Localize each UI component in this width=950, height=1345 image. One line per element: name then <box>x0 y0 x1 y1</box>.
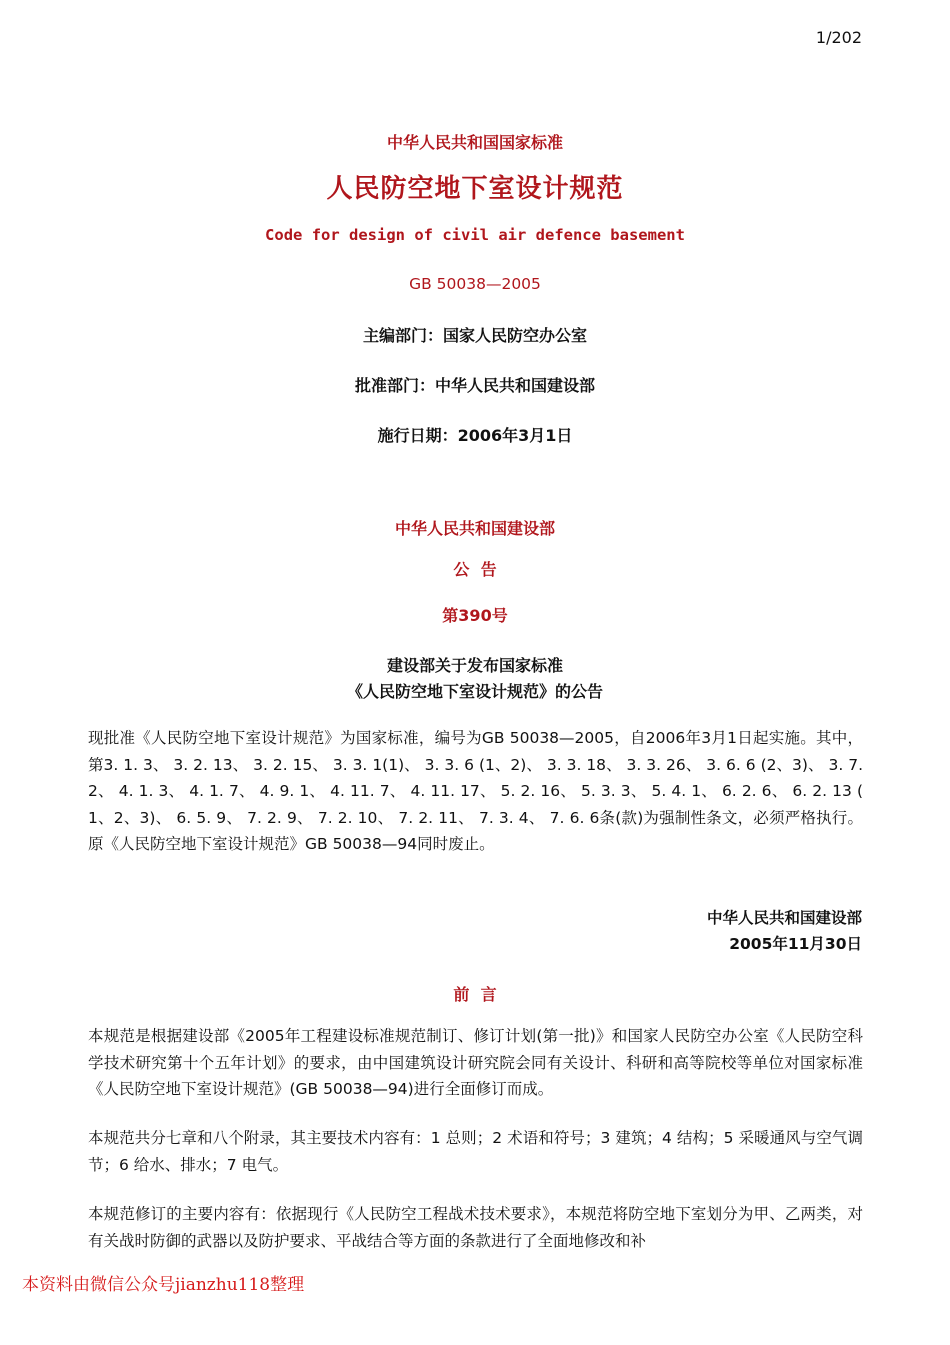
announcement-heading: 公 告 <box>453 560 497 579</box>
approver-dept: 批准部门：中华人民共和国建设部 <box>354 376 595 395</box>
standard-line: 中华人民共和国国家标准 <box>386 133 563 152</box>
english-title: Code for design of civil air defence basement <box>265 226 685 244</box>
announcement-subject-2: 《人民防空地下室设计规范》的公告 <box>346 682 603 701</box>
announcement-number: 第390号 <box>442 606 508 625</box>
preface-para-2: 本规范共分七章和八个附录，其主要技术内容有：1 总则；2 术语和符号；3 建筑；4 结构；5 采暖通风与空气调节；6 给水、排水；7 电气。 <box>88 1129 863 1174</box>
standard-code: GB 50038—2005 <box>409 275 541 293</box>
signature-block <box>707 905 862 957</box>
signature-org: 中华人民共和国建设部 <box>706 909 862 927</box>
preface-para-1: 本规范是根据建设部《2005年工程建设标准规范制订、修订计划(第一批)》和国家人民防空办公室《人民防空科学技术研究第十个五年计划》的要求，由中国建筑设计研究院会同有关设计、科研和高等院校等单位对国家标准《人民防空地下室设计规范》(GB 50038—94)进行全面修订而成。 <box>88 1027 863 1098</box>
watermark-text: 本资料由微信公众号jianzhu118整理 <box>22 1275 305 1295</box>
announcement-body: 现批准《人民防空地下室设计规范》为国家标准，编号为GB 50038—2005，自2006年3月1日起实施。其中，第3. 1. 3、 3. 2. 13、 3. 2. 15、 3. 3. 1(1)、 3. 3. 6 (1、2)、 3. 3. 18、 3. 3. 26、 3. 6. 6 (2、3)、 3. 7. 2、 4. 1. 3、 4. 1. 7、 4. 9. 1、 4. 11. 7、 4. 11. 17、 5. 2. 16、 5. 3. 3、 5. 4. 1、 6. 2. 6、 6. 2. 13 ( 1、2、3)、 6. 5. 9、 7. 2. 9、 7. 2. 10、 7. 2. 11、 7. 3. 4、 7. 6. 6条(款)为强制性条文，必须严格执行。原《人民防空地下室设计规范》GB 50038—94同时废止。 <box>88 729 863 853</box>
editor-dept: 主编部门：国家人民防空办公室 <box>362 326 587 345</box>
page-number: 1/202 <box>815 28 862 47</box>
document-title: 人民防空地下室设计规范 <box>326 174 624 204</box>
preface-heading: 前 言 <box>453 985 497 1004</box>
announcement-subject-1: 建设部关于发布国家标准 <box>386 656 563 675</box>
preface-para-3: 本规范修订的主要内容有：依据现行《人民防空工程战术技术要求》，本规范将防空地下室划分为甲、乙两类，对有关战时防御的武器以及防护要求、平战结合等方面的条款进行了全面地修改和补 <box>88 1205 863 1250</box>
announcement-issuer: 中华人民共和国建设部 <box>394 519 555 538</box>
signature-date: 2005年11月30日 <box>729 935 862 953</box>
effective-date: 施行日期：2006年3月1日 <box>377 426 573 445</box>
